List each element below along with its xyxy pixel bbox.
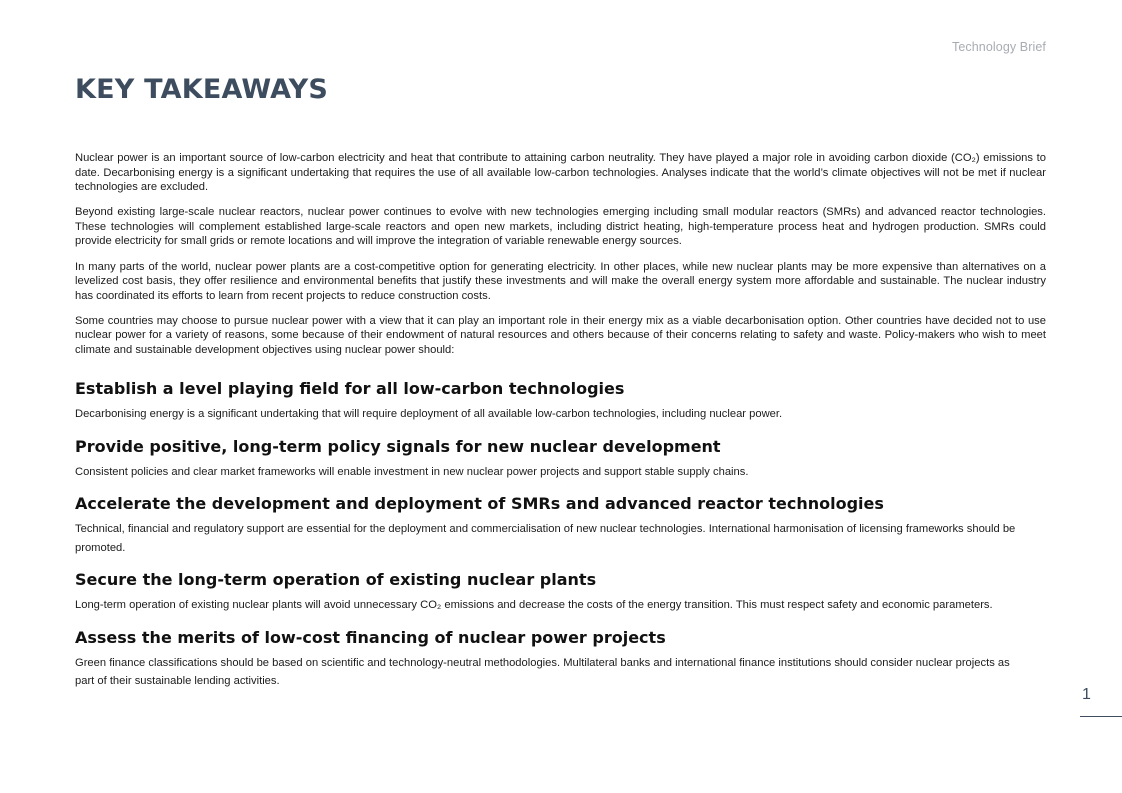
- page-number-underline: [1080, 716, 1122, 717]
- intro-paragraph: Beyond existing large-scale nuclear reactors, nuclear power continues to evolve with new technologies emerging including small modular reactors (SMRs) and advanced reactor technologies. These technologies will complement established large-scale reactors and open new markets, including district heating, high-temperature process heat and hydrogen production. SMRs could provide electricity for small grids or remote locations and will improve the integration of variable renewable energy sources.: [75, 206, 1046, 248]
- recommendations-section: [75, 378, 1055, 703]
- page-number: 1: [1082, 686, 1091, 703]
- recommendation-body: Consistent policies and clear market frameworks will enable investment in new nuclear power projects and support stable supply chains.: [75, 465, 749, 478]
- recommendation-item: [75, 493, 1055, 557]
- page-title: KEY TAKEAWAYS: [75, 74, 329, 105]
- recommendation-heading: Establish a level playing field for all low-carbon technologies: [75, 379, 625, 398]
- recommendation-heading: Secure the long-term operation of existing nuclear plants: [75, 570, 597, 589]
- intro-paragraph: Some countries may choose to pursue nuclear power with a view that it can play an important role in their energy mix as a viable decarbonisation option. Other countries have decided not to use nuclear power for a variety of reasons, some because of their endowment of natural resources and others because of their concerns relating to safety and waste. Policy-makers who wish to meet climate and sustainable development objectives using nuclear power should:: [75, 314, 1046, 357]
- recommendation-body: Long-term operation of existing nuclear plants will avoid unnecessary CO₂ emissions and decrease the costs of the energy transition. This must respect safety and economic parameters.: [75, 599, 993, 611]
- intro-paragraph: Nuclear power is an important source of low-carbon electricity and heat that contribute to attaining carbon neutrality. They have played a major role in avoiding carbon dioxide (CO₂) emissions to date. Decarbonising energy is a significant undertaking that requires the use of all available low-carbon technologies. Analyses indicate that the world’s climate objectives will not be met if nuclear technologies are excluded.: [75, 152, 1046, 194]
- recommendation-heading: Provide positive, long-term policy signals for new nuclear development: [75, 436, 721, 456]
- recommendation-body: Green finance classifications should be based on scientific and technology-neutral methodologies. Multilateral banks and international finance institutions should consider nuclear projects as part of their sustainable lending activities.: [75, 656, 1010, 687]
- intro-section: [75, 151, 1046, 368]
- document-header-label: Technology Brief: [951, 40, 1046, 54]
- recommendation-heading: Accelerate the development and deployment of SMRs and advanced reactor technologies: [75, 494, 884, 513]
- recommendation-body: Technical, financial and regulatory support are essential for the deployment and commercialisation of new nuclear technologies. International harmonisation of licensing frameworks should be promoted.: [75, 523, 1016, 554]
- recommendation-item: [75, 378, 1055, 424]
- intro-paragraph: In many parts of the world, nuclear power plants are a cost-competitive option for generating electricity. In other places, while new nuclear plants may be more expensive than alternatives on a levelized cost basis, they offer resilience and environmental benefits that justify these investments and will make the overall energy system more affordable and sustainable. The nuclear industry has coordinated its efforts to learn from recent projects to reduce construction costs.: [75, 260, 1046, 302]
- recommendation-item: [75, 627, 1055, 691]
- recommendation-body: Decarbonising energy is a significant undertaking that will require deployment of all available low-carbon technologies, including nuclear power.: [75, 408, 783, 420]
- recommendation-item: [75, 569, 1055, 615]
- recommendation-heading: Assess the merits of low-cost financing of nuclear power projects: [75, 627, 666, 647]
- recommendation-item: [75, 436, 1055, 482]
